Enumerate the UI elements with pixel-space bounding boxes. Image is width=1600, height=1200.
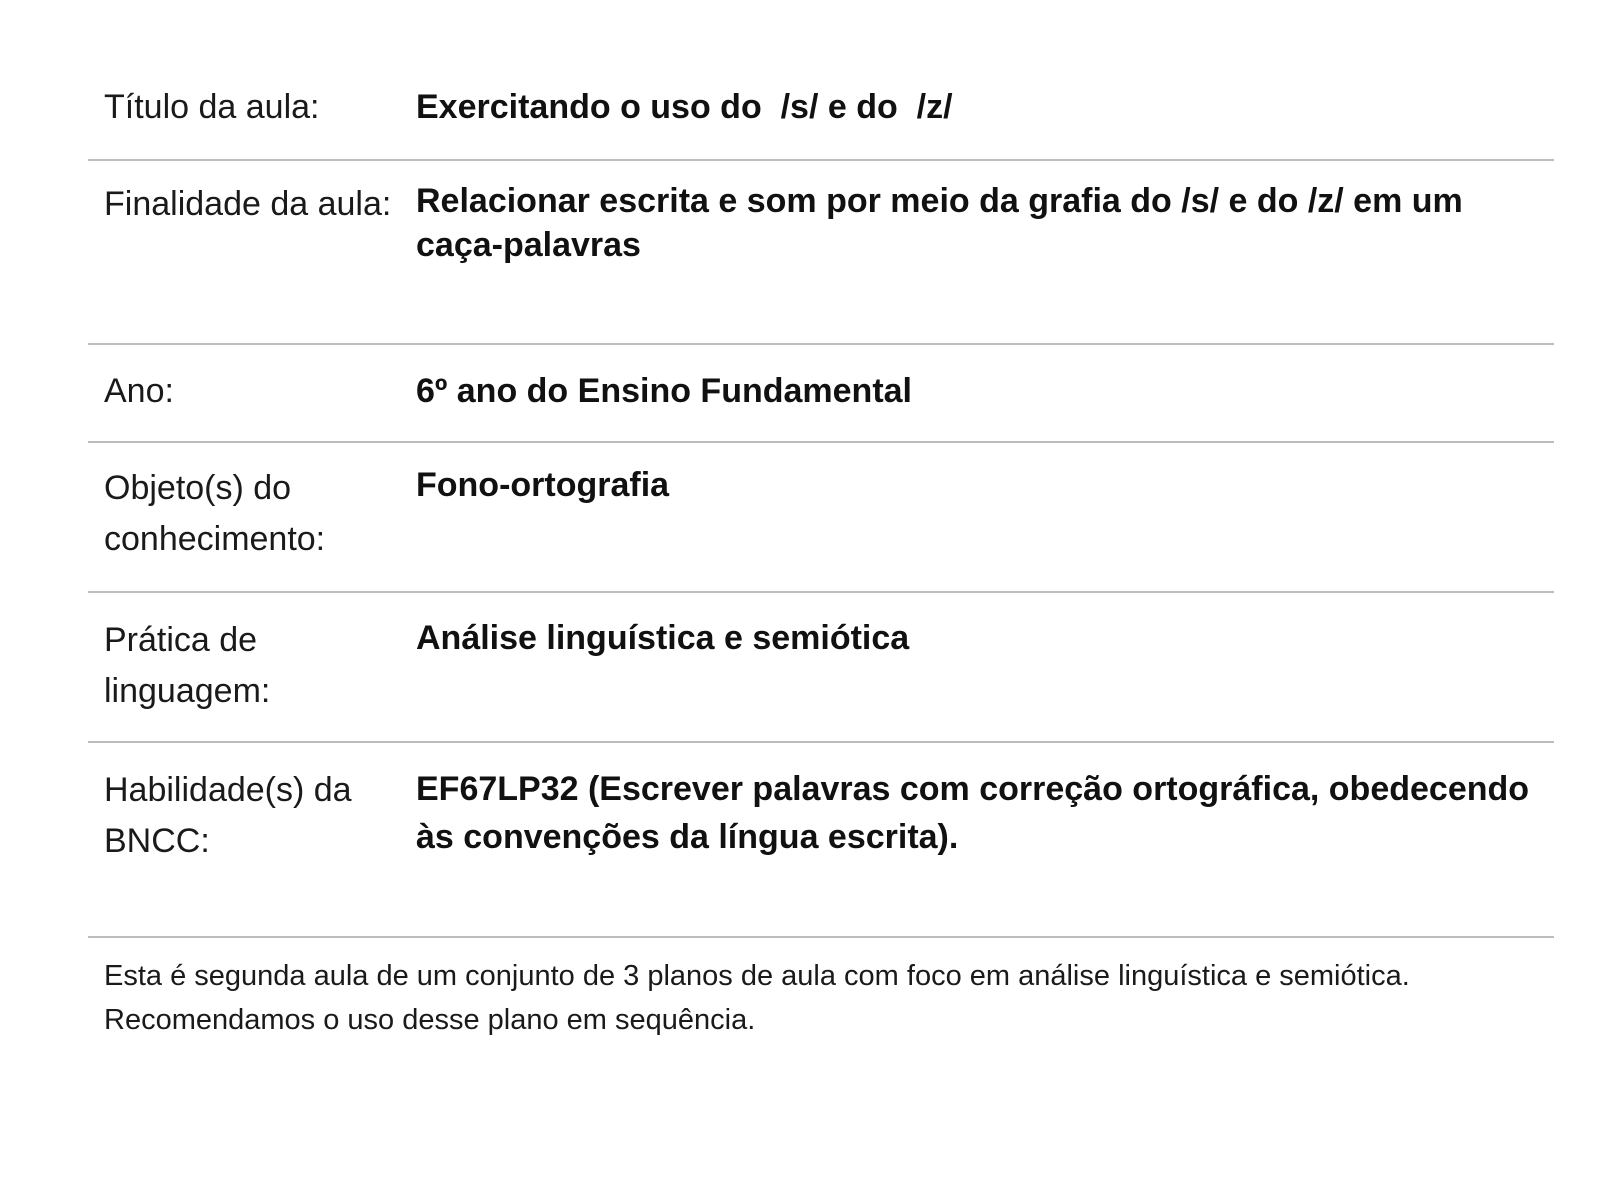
row-value-bncc-skills: EF67LP32 (Escrever palavras com correção ortográfica, obedecendo às convenções da língua escrita). bbox=[416, 770, 1530, 856]
table-row-year bbox=[88, 345, 1554, 443]
row-label-title: Título da aula: bbox=[104, 88, 320, 126]
row-value-language-practice: Análise linguística e semiótica bbox=[416, 619, 910, 657]
row-value-title: Exercitando o uso do /s/ e do /z/ bbox=[416, 88, 953, 126]
row-value-purpose: Relacionar escrita e som por meio da grafia do /s/ e do /z/ em um caça-palavras bbox=[416, 182, 1463, 264]
row-label-bncc-skills: Habilidade(s) da BNCC: bbox=[104, 771, 352, 860]
lesson-info-table bbox=[88, 60, 1554, 938]
row-label-language-practice: Prática de linguagem: bbox=[104, 621, 271, 710]
table-row-language-practice bbox=[88, 593, 1554, 743]
row-label-year: Ano: bbox=[104, 372, 174, 410]
table-row-bncc-skills bbox=[88, 743, 1554, 938]
sequence-note: Esta é segunda aula de um conjunto de 3 planos de aula com foco em análise linguística e semiótica. Recomendamos o uso desse plano em sequência. bbox=[104, 960, 1410, 1036]
table-row-title bbox=[88, 60, 1554, 161]
table-row-purpose bbox=[88, 161, 1554, 345]
row-value-year: 6º ano do Ensino Fundamental bbox=[416, 372, 913, 410]
table-row-knowledge-objects bbox=[88, 443, 1554, 593]
row-label-knowledge-objects: Objeto(s) do conhecimento: bbox=[104, 469, 326, 558]
row-label-purpose: Finalidade da aula: bbox=[104, 185, 392, 223]
row-value-knowledge-objects: Fono-ortografia bbox=[416, 466, 670, 504]
